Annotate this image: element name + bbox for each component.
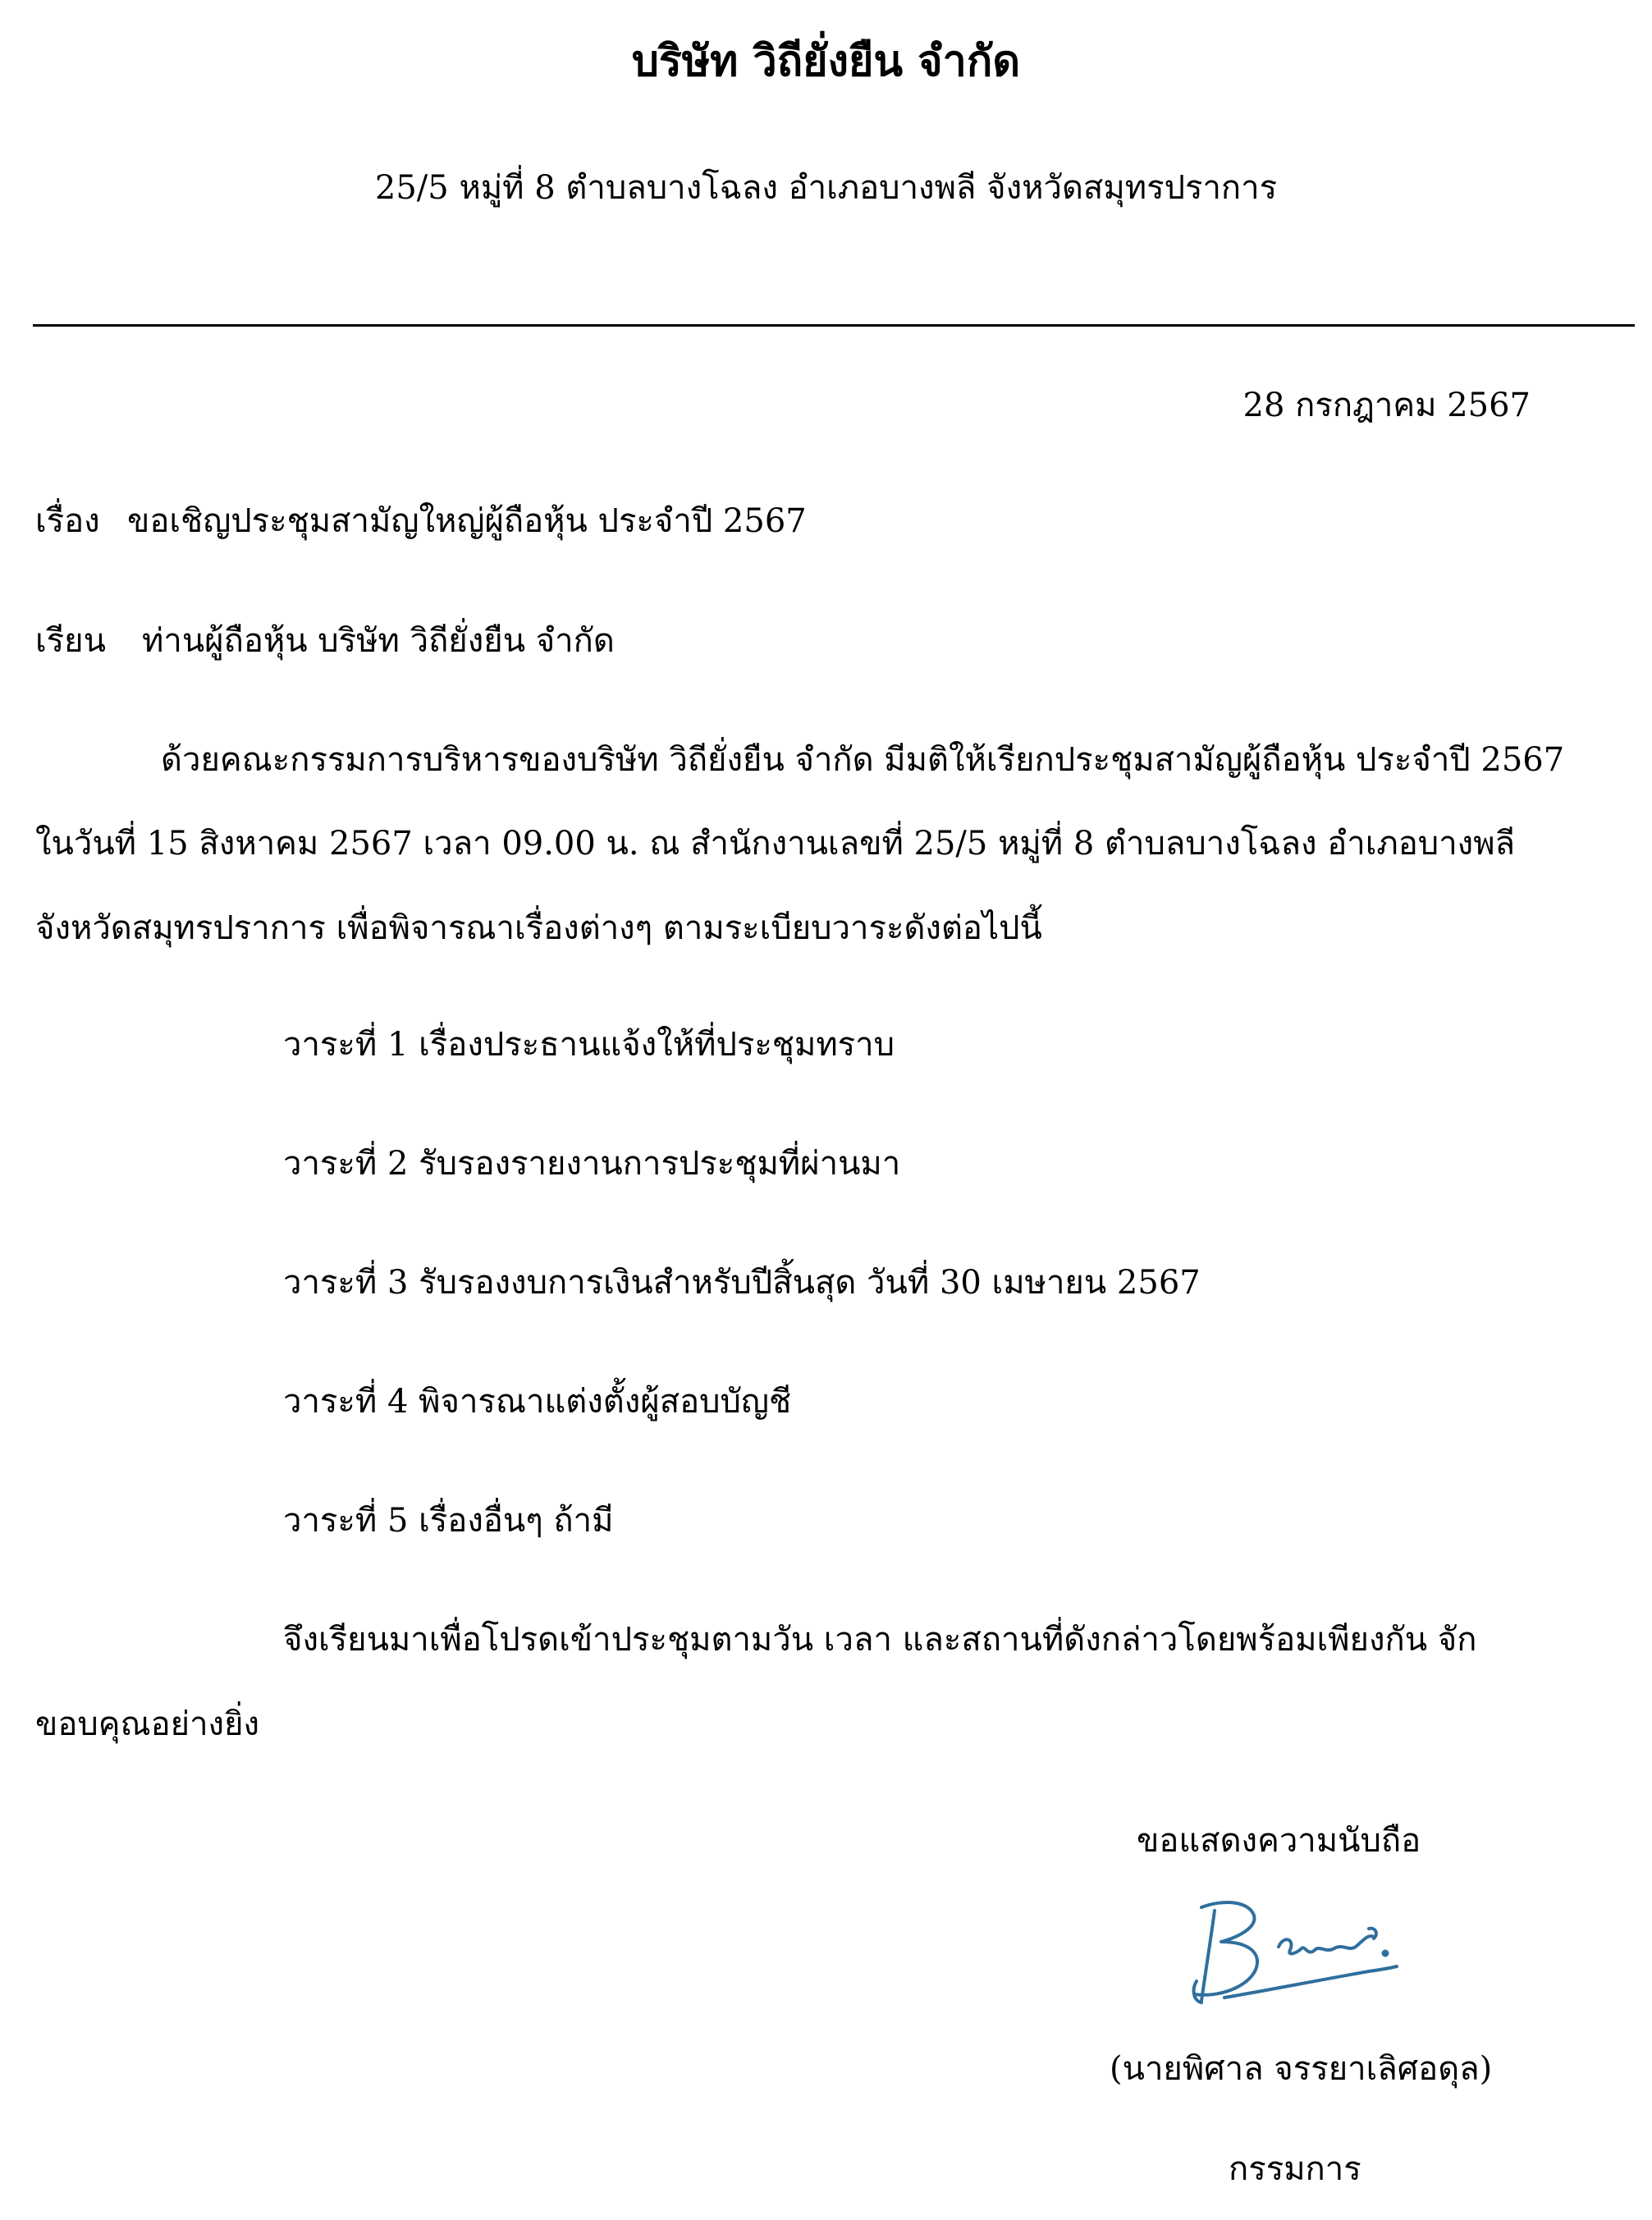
agenda-item: วาระที่ 5 เรื่องอื่นๆ ถ้ามี <box>283 1502 614 1540</box>
agenda-item: วาระที่ 2 รับรองรายงานการประชุมที่ผ่านมา <box>283 1145 901 1183</box>
agenda-item: วาระที่ 3 รับรองงบการเงินสำหรับปีสิ้นสุด วันที่ 30 เมษายน 2567 <box>283 1264 1201 1302</box>
agenda-item: วาระที่ 4 พิจารณาแต่งตั้งผู้สอบบัญชี <box>283 1383 792 1421</box>
subject-text: ขอเชิญประชุมสามัญใหญ่ผู้ถือหุ้น ประจำปี 2567 <box>127 502 807 540</box>
signer-title: กรรมการ <box>1229 2150 1361 2188</box>
subject-label: เรื่อง <box>35 502 100 540</box>
body-line: จังหวัดสมุทรปราการ เพื่อพิจารณาเรื่องต่างๆ ตามระเบียบวาระดังต่อไปนี้ <box>35 909 1042 947</box>
company-name: บริษัท วิถียั่งยืน จำกัด <box>631 36 1021 86</box>
sign-off: ขอแสดงความนับถือ <box>1137 1822 1421 1860</box>
subject-line <box>35 494 807 547</box>
recipient-label: เรียน <box>35 622 106 660</box>
body-line: ในวันที่ 15 สิงหาคม 2567 เวลา 09.00 น. ณ สำนักงานเลขที่ 25/5 หมู่ที่ 8 ตำบลบางโฉลง อำเภอบางพลี <box>35 825 1516 863</box>
agenda-item: วาระที่ 1 เรื่องประธานแจ้งให้ที่ประชุมทราบ <box>283 1026 895 1064</box>
recipient-line <box>35 614 615 666</box>
recipient-text: ท่านผู้ถือหุ้น บริษัท วิถียั่งยืน จำกัด <box>142 622 615 660</box>
letter-date: 28 กรกฎาคม 2567 <box>1242 387 1531 424</box>
body-line: ด้วยคณะกรรมการบริหารของบริษัท วิถียั่งยืน จำกัด มีมติให้เรียกประชุมสามัญผู้ถือหุ้น ประจำปี 2567 <box>161 741 1565 779</box>
closing-line: จึงเรียนมาเพื่อโปรดเข้าประชุมตามวัน เวลา และสถานที่ดังกล่าวโดยพร้อมเพียงกัน จัก <box>283 1621 1477 1659</box>
company-address: 25/5 หมู่ที่ 8 ตำบลบางโฉลง อำเภอบางพลี จังหวัดสมุทรปราการ <box>374 169 1278 207</box>
header-divider <box>33 324 1635 327</box>
closing-line: ขอบคุณอย่างยิ่ง <box>35 1705 260 1743</box>
signer-name: (นายพิศาล จรรยาเลิศอดุล) <box>1110 2050 1493 2088</box>
signature-image <box>1174 1896 1412 2019</box>
